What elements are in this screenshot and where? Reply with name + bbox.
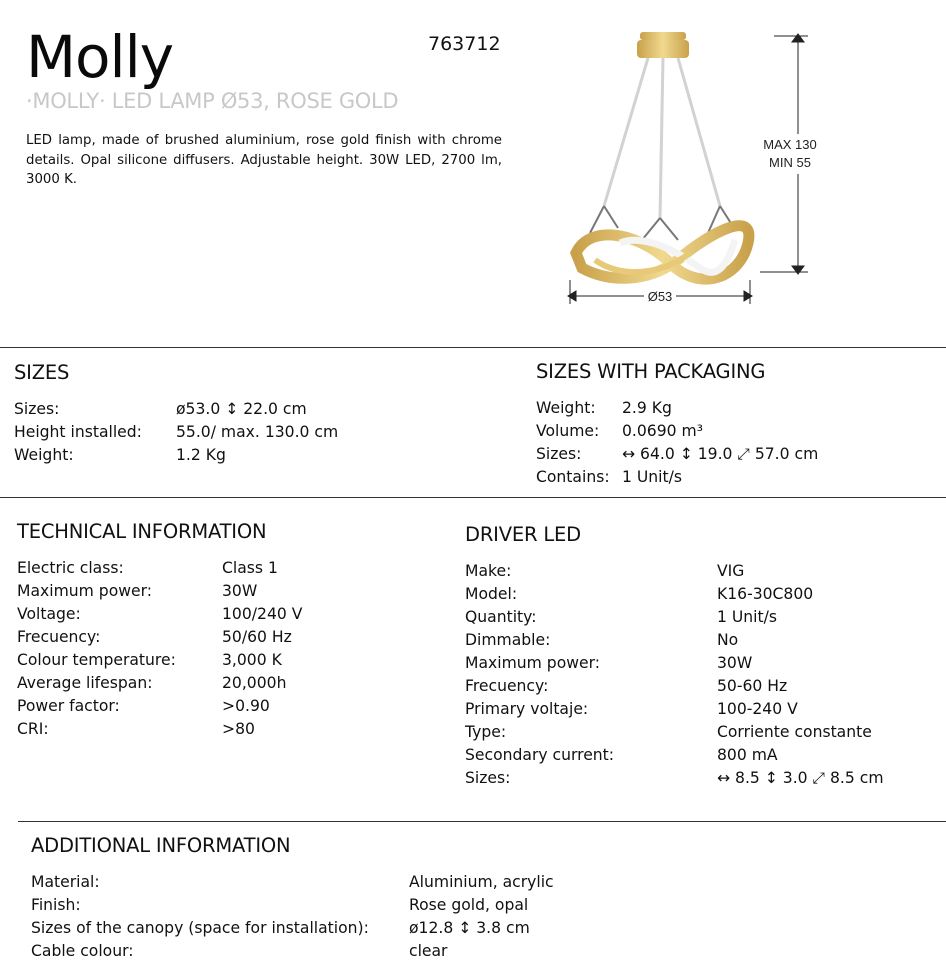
row-value: VIG — [717, 562, 745, 580]
section-heading-packaging: SIZES WITH PACKAGING — [536, 360, 766, 383]
divider — [18, 821, 946, 822]
list-item — [14, 421, 514, 444]
list-item — [465, 744, 935, 767]
row-label: Type: — [465, 723, 507, 741]
row-label: Material: — [31, 873, 100, 891]
row-value: ↔ 8.5 ↕ 3.0 ⤢ 8.5 cm — [717, 769, 884, 787]
lamp-diagram — [560, 28, 850, 308]
row-label: Finish: — [31, 896, 81, 914]
row-value: ↔ 64.0 ↕ 19.0 ⤢ 57.0 cm — [622, 445, 819, 463]
row-label: Quantity: — [465, 608, 537, 626]
row-label: Height installed: — [14, 423, 142, 441]
diameter-label: Ø53 — [647, 289, 673, 304]
list-item — [17, 672, 437, 695]
section-heading-technical: TECHNICAL INFORMATION — [17, 520, 267, 543]
list-item — [465, 560, 935, 583]
row-value: ø12.8 ↕ 3.8 cm — [409, 919, 530, 937]
row-value: 1.2 Kg — [176, 446, 226, 464]
row-label: Weight: — [536, 399, 596, 417]
list-item — [536, 420, 936, 443]
row-value: 50/60 Hz — [222, 628, 292, 646]
row-value: 3,000 K — [222, 651, 282, 669]
list-item — [17, 580, 437, 603]
row-value: 800 mA — [717, 746, 778, 764]
product-code: 763712 — [428, 33, 501, 55]
row-value: 2.9 Kg — [622, 399, 672, 417]
list-item — [465, 767, 935, 790]
row-value: 30W — [717, 654, 753, 672]
row-label: Colour temperature: — [17, 651, 176, 669]
list-item — [536, 466, 936, 489]
list-item — [31, 940, 931, 963]
list-item — [31, 917, 931, 940]
list-item — [536, 397, 936, 420]
row-label: Maximum power: — [17, 582, 152, 600]
row-label: Sizes of the canopy (space for installation): — [31, 919, 369, 937]
row-label: Sizes: — [536, 445, 582, 463]
row-label: Voltage: — [17, 605, 81, 623]
packaging-list — [536, 397, 936, 489]
list-item — [465, 583, 935, 606]
sizes-list — [14, 398, 514, 467]
list-item — [31, 894, 931, 917]
row-label: Dimmable: — [465, 631, 551, 649]
row-value: Class 1 — [222, 559, 278, 577]
list-item — [17, 626, 437, 649]
row-value: 50-60 Hz — [717, 677, 788, 695]
list-item — [14, 444, 514, 467]
row-label: CRI: — [17, 720, 49, 738]
product-title: Molly — [26, 23, 174, 91]
row-value: 1 Unit/s — [622, 468, 682, 486]
driver-list — [465, 560, 935, 790]
row-label: Weight: — [14, 446, 74, 464]
row-value: K16-30C800 — [717, 585, 814, 603]
row-label: Sizes: — [465, 769, 511, 787]
row-label: Frecuency: — [17, 628, 101, 646]
row-value: Aluminium, acrylic — [409, 873, 554, 891]
divider — [0, 347, 946, 348]
height-label-max: MAX 130 — [763, 137, 817, 152]
row-value: 100-240 V — [717, 700, 798, 718]
row-label: Average lifespan: — [17, 674, 153, 692]
row-label: Model: — [465, 585, 518, 603]
divider — [0, 497, 946, 498]
list-item — [14, 398, 514, 421]
row-value: Rose gold, opal — [409, 896, 529, 914]
row-label: Cable colour: — [31, 942, 134, 960]
product-subtitle: ·MOLLY· LED LAMP Ø53, ROSE GOLD — [26, 89, 399, 113]
list-item — [17, 718, 437, 741]
list-item — [31, 871, 931, 894]
section-heading-sizes: SIZES — [14, 361, 70, 384]
list-item — [536, 443, 936, 466]
row-label: Power factor: — [17, 697, 120, 715]
row-value: ø53.0 ↕ 22.0 cm — [176, 400, 307, 418]
row-label: Volume: — [536, 422, 600, 440]
section-heading-driver: DRIVER LED — [465, 523, 581, 546]
list-item — [465, 698, 935, 721]
canopy-shape — [637, 32, 689, 58]
row-label: Electric class: — [17, 559, 124, 577]
list-item — [465, 652, 935, 675]
row-label: Secondary current: — [465, 746, 615, 764]
row-label: Sizes: — [14, 400, 60, 418]
additional-list — [31, 871, 931, 963]
twisted-rings — [576, 226, 749, 279]
row-value: 0.0690 m³ — [622, 422, 703, 440]
list-item — [17, 695, 437, 718]
list-item — [17, 649, 437, 672]
product-description: LED lamp, made of brushed aluminium, rose gold finish with chrome details. Opal silicone diffusers. Adjustable height. 30W LED, 2700 lm, 3000 K. — [26, 133, 502, 187]
row-label: Frecuency: — [465, 677, 549, 695]
row-value: >80 — [222, 720, 255, 738]
row-value: 30W — [222, 582, 258, 600]
list-item — [465, 629, 935, 652]
row-value: 100/240 V — [222, 605, 303, 623]
row-label: Maximum power: — [465, 654, 600, 672]
suspension-cables — [604, 58, 720, 218]
section-heading-additional: ADDITIONAL INFORMATION — [31, 834, 291, 857]
row-value: 20,000h — [222, 674, 287, 692]
list-item — [465, 606, 935, 629]
row-value: 55.0/ max. 130.0 cm — [176, 423, 339, 441]
list-item — [17, 557, 437, 580]
row-value: 1 Unit/s — [717, 608, 777, 626]
row-value: Corriente constante — [717, 723, 872, 741]
row-label: Make: — [465, 562, 512, 580]
row-value: No — [717, 631, 739, 649]
list-item — [465, 721, 935, 744]
list-item — [17, 603, 437, 626]
row-label: Contains: — [536, 468, 610, 486]
row-value: clear — [409, 942, 448, 960]
height-label-min: MIN 55 — [769, 155, 811, 170]
row-label: Primary voltaje: — [465, 700, 589, 718]
row-value: >0.90 — [222, 697, 270, 715]
technical-list — [17, 557, 437, 741]
list-item — [465, 675, 935, 698]
